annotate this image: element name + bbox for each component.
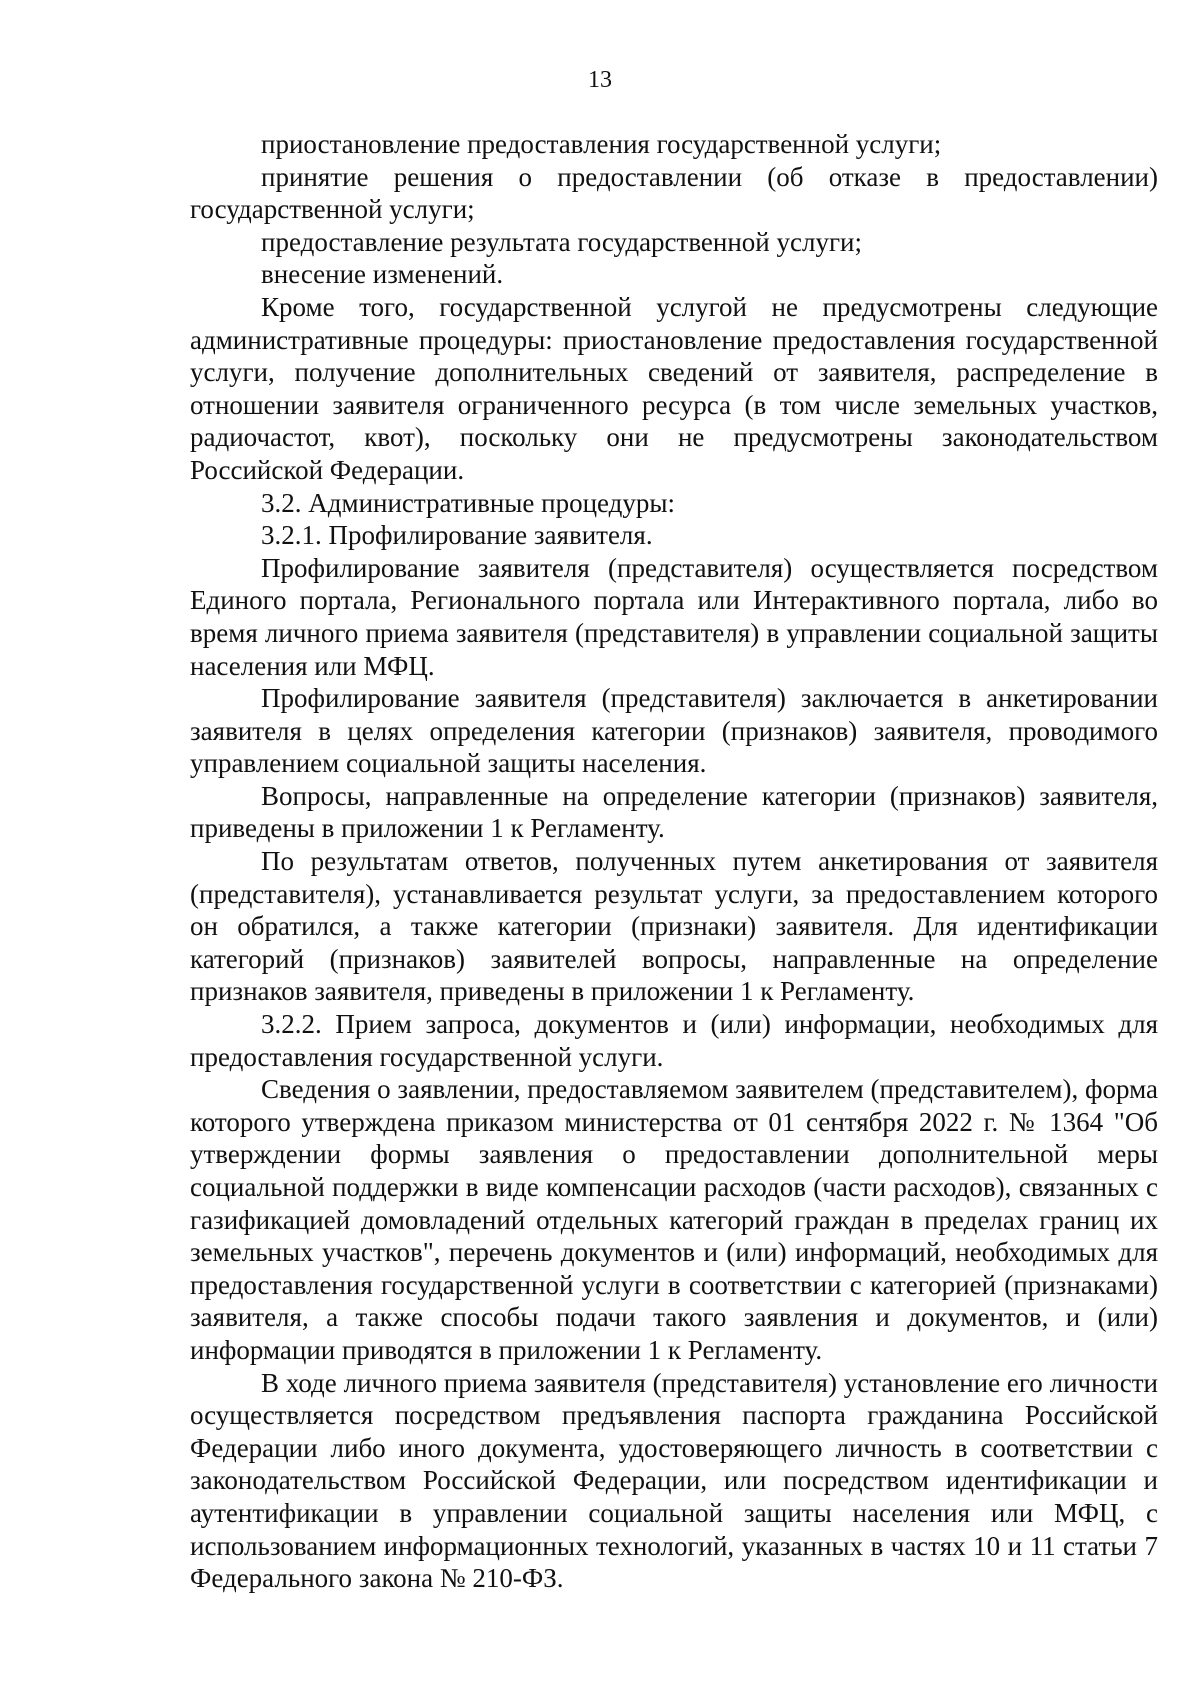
page-number: 13 <box>588 67 612 93</box>
paragraph-application-info: Сведения о заявлении, предоставляемом заявителем (представителем), форма которого утверждена приказом министерства от 01 сентября 2022 г. № 1364 "Об утверждении формы заявления о предоставлении дополнительной меры социальной поддержки в виде компенсации расходов (части расходов), связанных с газификацией домовладений отдельных категорий граждан в пределах границ их земельных участков", перечень документов и (или) информаций, необходимых для предоставления государственной услуги в соответствии с категорией (признаками) заявителя, а также способы подачи такого заявления и документов, и (или) информации приводятся в приложении 1 к Регламенту. <box>190 1074 1158 1365</box>
document-body <box>190 128 1158 1595</box>
paragraph-changes: внесение изменений. <box>261 259 504 290</box>
paragraph-suspension: приостановление предоставления государственной услуги; <box>261 129 942 159</box>
section-heading-3-2-1: 3.2.1. Профилирование заявителя. <box>261 520 653 551</box>
paragraph-decision: принятие решения о предоставлении (об отказе в предоставлении) государственной услуги; <box>190 161 1158 225</box>
paragraph-not-provided-procedures: Кроме того, государственной услугой не предусмотрены следующие административные процедуры: приостановление предоставления государственной услуги, получение дополнительных сведений от заявителя, распределение в отношении заявителя ограниченного ресурса (в том числе земельных участков, радиочастот, квот), поскольку они не предусмотрены законодательством Российской Федерации. <box>190 291 1158 485</box>
section-heading-3-2-2: 3.2.2. Прием запроса, документов и (или) информации, необходимых для предоставления государственной услуги. <box>190 1009 1158 1072</box>
paragraph-questions: Вопросы, направленные на определение категории (признаков) заявителя, приведены в приложении 1 к Регламенту. <box>190 780 1158 844</box>
section-heading-3-2: 3.2. Административные процедуры: <box>261 487 676 518</box>
paragraph-survey-results: По результатам ответов, полученных путем анкетирования от заявителя (представителя), устанавливается результат услуги, за предоставлением которого он обратился, а также категории (признаки) заявителя. Для идентификации категорий (признаков) заявителей вопросы, направленные на определение признаков заявителя, приведены в приложении 1 к Регламенту. <box>190 846 1158 1007</box>
paragraph-identity-verification: В ходе личного приема заявителя (представителя) установление его личности осуществляется посредством предъявления паспорта гражданина Российской Федерации либо иного документа, удостоверяющего личность в соответствии с законодательством Российской Федерации, или посредством идентификации и аутентификации в управлении социальной защиты населения или МФЦ, с использованием информационных технологий, указанных в частях 10 и 11 статьи 7 Федерального закона № 210-ФЗ. <box>190 1367 1158 1594</box>
paragraph-profiling-means: Профилирование заявителя (представителя) осуществляется посредством Единого портала, Регионального портала или Интерактивного портала, либо во время личного приема заявителя (представителя) в управлении социальной защиты населения или МФЦ. <box>190 552 1158 681</box>
paragraph-profiling-survey: Профилирование заявителя (представителя) заключается в анкетировании заявителя в целях определения категории (признаков) заявителя, проводимого управлением социальной защиты населения. <box>190 683 1158 779</box>
paragraph-result: предоставление результата государственной услуги; <box>261 226 862 257</box>
